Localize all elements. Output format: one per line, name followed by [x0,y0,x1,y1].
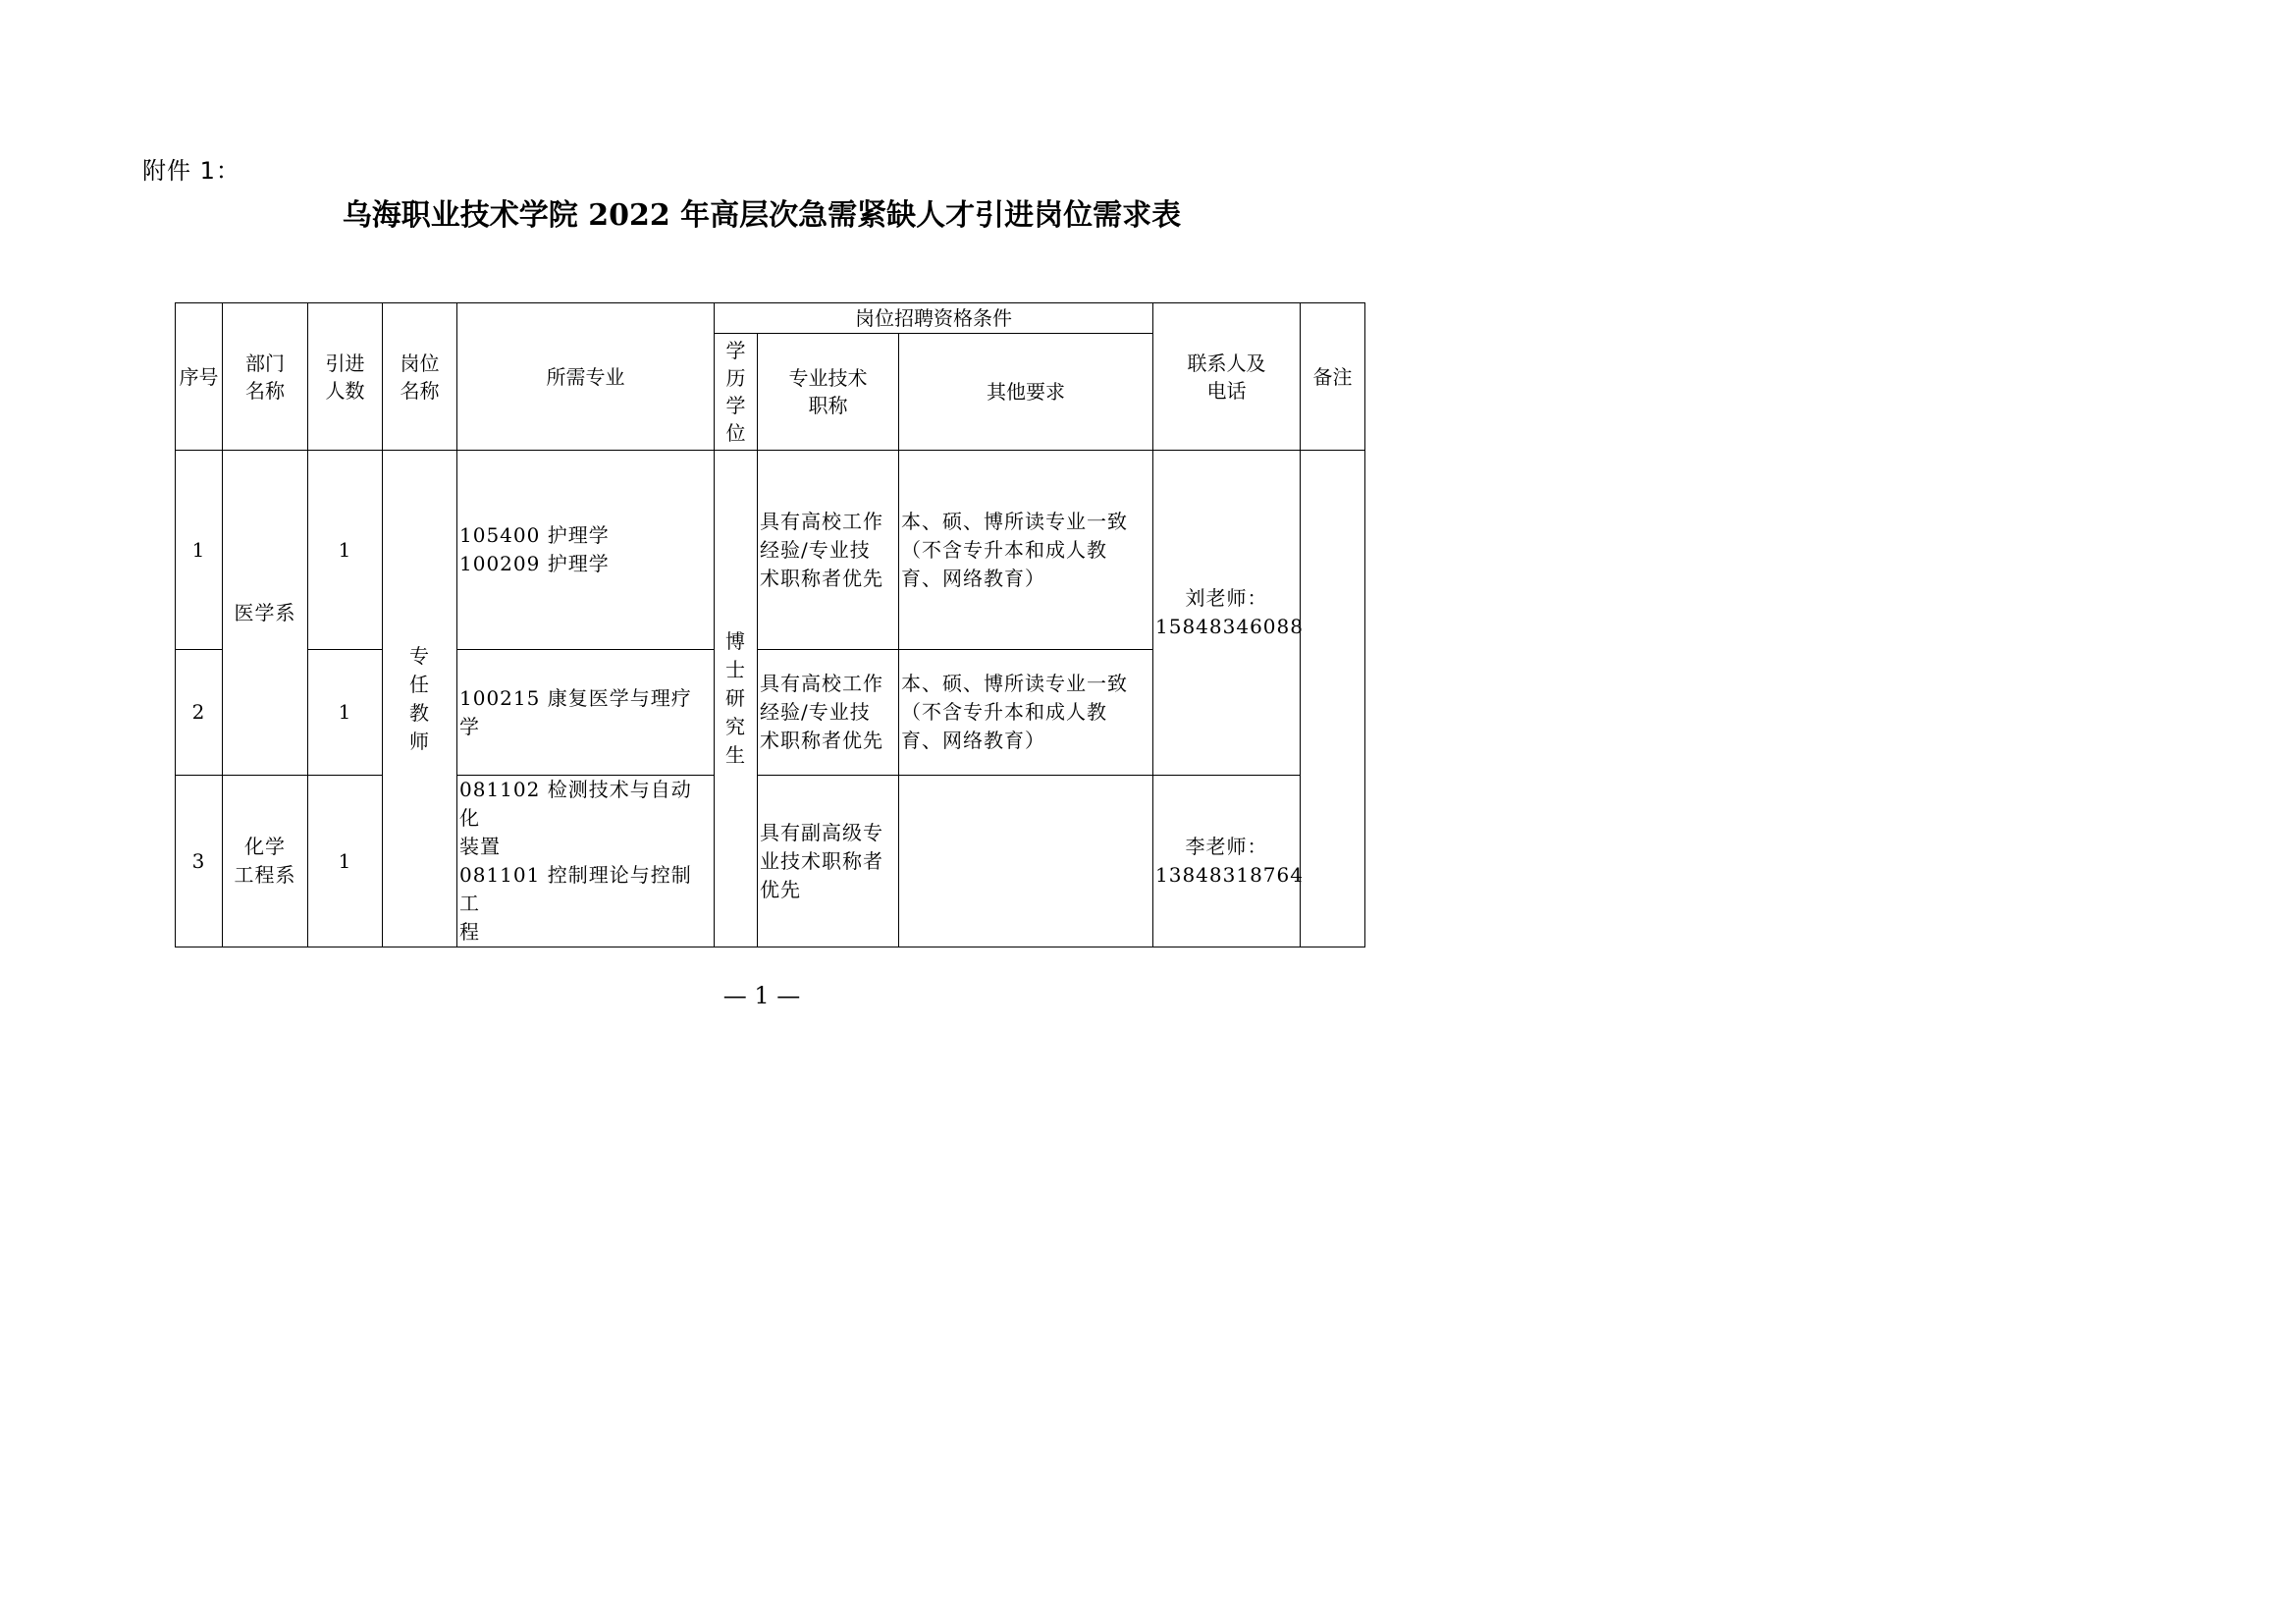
row-major: 081102 检测技术与自动化 装置 081101 控制理论与控制工 程 [457,776,715,947]
row-major: 105400 护理学 100209 护理学 [457,451,715,650]
header-education: 学 历 学 位 [715,334,758,451]
header-row-1 [176,303,1365,334]
row-title: 具有高校工作 经验/专业技 术职称者优先 [758,650,899,776]
row-title: 具有高校工作 经验/专业技 术职称者优先 [758,451,899,650]
page-number: — 1 — [722,982,801,1009]
header-qualification-group: 岗位招聘资格条件 [715,303,1153,334]
row-count: 1 [308,776,383,947]
contact-cell: 李老师： 13848318764 [1153,776,1301,947]
row-other: 本、硕、博所读专业一致 （不含专升本和成人教 育、网络教育） [899,451,1153,650]
row-count: 1 [308,451,383,650]
row-seq: 2 [176,650,223,776]
table-row [176,776,1365,947]
row-major: 100215 康复医学与理疗学 [457,650,715,776]
header-remark: 备注 [1301,303,1365,451]
row-seq: 1 [176,451,223,650]
page-title: 乌海职业技术学院 2022 年高层次急需紧缺人才引进岗位需求表 [342,198,1182,233]
dept-cell: 化学 工程系 [223,776,308,947]
recruitment-table [175,302,1365,947]
row-other [899,776,1153,947]
row-count: 1 [308,650,383,776]
contact-cell: 刘老师： 15848346088 [1153,451,1301,776]
header-count: 引进 人数 [308,303,383,451]
header-other: 其他要求 [899,334,1153,451]
header-title: 专业技术 职称 [758,334,899,451]
remark-cell [1301,451,1365,947]
row-title: 具有副高级专 业技术职称者 优先 [758,776,899,947]
header-major: 所需专业 [457,303,715,451]
header-seq: 序号 [176,303,223,451]
table-row [176,451,1365,650]
education-cell: 博 士 研 究 生 [715,451,758,947]
row-other: 本、硕、博所读专业一致 （不含专升本和成人教 育、网络教育） [899,650,1153,776]
attachment-label: 附件 1： [142,157,240,185]
header-position: 岗位 名称 [383,303,457,451]
header-department: 部门 名称 [223,303,308,451]
position-cell: 专 任 教 师 [383,451,457,947]
row-seq: 3 [176,776,223,947]
dept-cell: 医学系 [223,451,308,776]
header-contact: 联系人及 电话 [1153,303,1301,451]
